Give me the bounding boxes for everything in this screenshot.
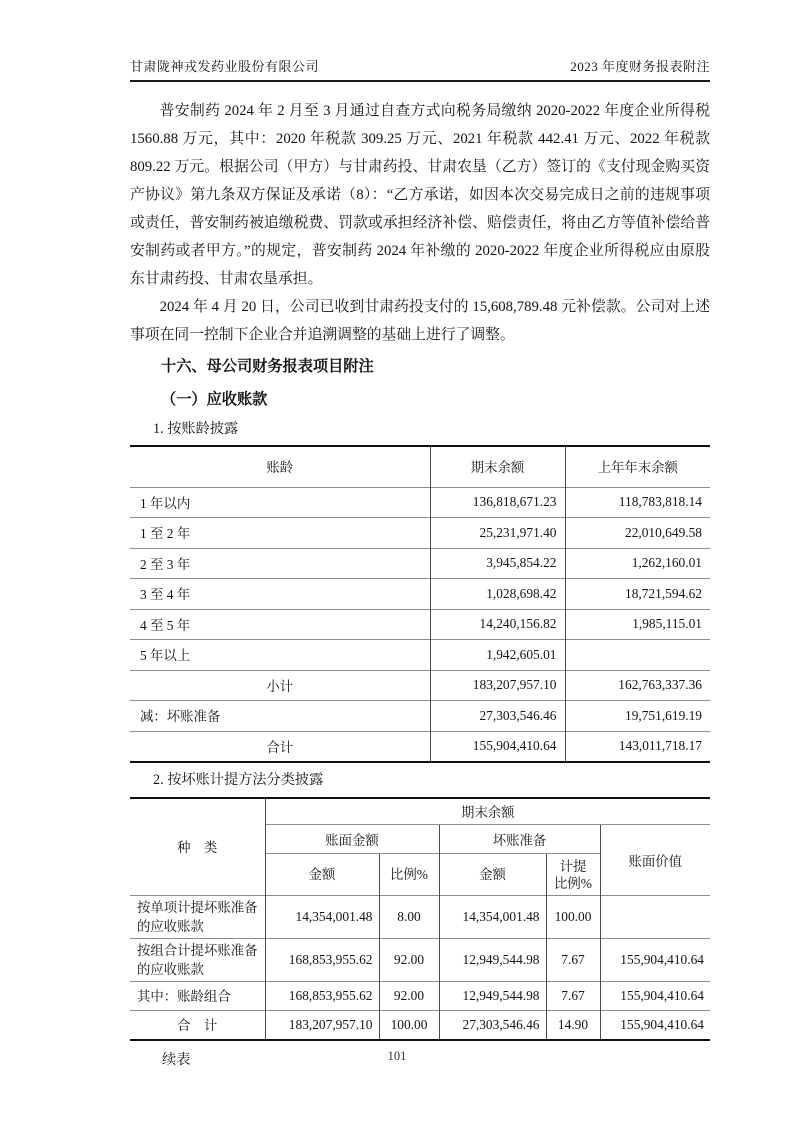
page-number: 101 bbox=[387, 1049, 407, 1063]
amount-cell: 168,853,955.62 bbox=[265, 939, 379, 982]
aging-label-cell: 1 年以内 bbox=[130, 487, 430, 518]
amount-cell: 14,354,001.48 bbox=[265, 896, 379, 939]
amount-cell: 143,011,718.17 bbox=[565, 731, 710, 762]
aging-label-cell: 1 至 2 年 bbox=[130, 518, 430, 549]
book-value-cell: 155,904,410.64 bbox=[600, 1011, 710, 1040]
table-row bbox=[130, 518, 710, 549]
amount-cell: 3,945,854.22 bbox=[430, 548, 565, 579]
category-cell: 其中：账龄组合 bbox=[130, 982, 265, 1011]
column-header-book-value: 账面价值 bbox=[600, 825, 710, 896]
bad-debt-amount-cell: 12,949,544.98 bbox=[439, 982, 546, 1011]
column-header-amount: 金额 bbox=[265, 854, 379, 896]
ratio-cell: 92.00 bbox=[379, 939, 439, 982]
table-row-subtotal bbox=[130, 670, 710, 701]
amount-cell: 155,904,410.64 bbox=[430, 731, 565, 762]
column-header-aging: 账龄 bbox=[266, 460, 294, 476]
amount-cell: 19,751,619.19 bbox=[565, 701, 710, 732]
column-header-book-amount: 账面金额 bbox=[265, 825, 439, 854]
amount-cell: 18,721,594.62 bbox=[565, 579, 710, 610]
provision-ratio-cell: 7.67 bbox=[546, 982, 600, 1011]
book-value-cell: 155,904,410.64 bbox=[600, 982, 710, 1011]
amount-cell: 162,763,337.36 bbox=[565, 670, 710, 701]
amount-cell bbox=[565, 640, 710, 671]
bad-debt-amount-cell: 27,303,546.46 bbox=[439, 1011, 546, 1040]
amount-cell: 1,028,698.42 bbox=[430, 579, 565, 610]
category-cell: 按单项计提坏账准备的应收账款 bbox=[130, 896, 265, 939]
amount-cell: 14,240,156.82 bbox=[430, 609, 565, 640]
category-cell: 按组合计提坏账准备的应收账款 bbox=[130, 939, 265, 982]
list-item-aging-disclosure: 1. 按账龄披露 bbox=[153, 421, 239, 437]
ratio-cell: 92.00 bbox=[379, 982, 439, 1011]
bad-debt-amount-cell: 12,949,544.98 bbox=[439, 939, 546, 982]
table-row-individual-provision bbox=[130, 896, 710, 939]
table-row-aging-portfolio bbox=[130, 982, 710, 1011]
subtotal-label-cell: 小计 bbox=[130, 670, 430, 701]
total-label-cell: 合计 bbox=[130, 731, 430, 762]
continued-table-note: 续表 bbox=[162, 1051, 191, 1068]
column-header-ratio: 比例% bbox=[379, 854, 439, 896]
provision-table bbox=[130, 797, 710, 1041]
amount-cell: 168,853,955.62 bbox=[265, 982, 379, 1011]
table-row bbox=[130, 609, 710, 640]
bad-debt-label-cell: 减：坏账准备 bbox=[130, 701, 430, 732]
column-header-ending-balance: 期末余额 bbox=[430, 446, 565, 487]
table-row-total bbox=[130, 1011, 710, 1040]
column-header-prior-year-balance: 上年年末余额 bbox=[565, 446, 710, 487]
amount-cell: 27,303,546.46 bbox=[430, 701, 565, 732]
column-header-category: 种 类 bbox=[130, 798, 265, 896]
amount-cell: 1,942,605.01 bbox=[430, 640, 565, 671]
book-value-cell bbox=[600, 896, 710, 939]
column-header-amount-2: 金额 bbox=[439, 854, 546, 896]
page-header bbox=[130, 56, 710, 82]
amount-cell: 1,985,115.01 bbox=[565, 609, 710, 640]
list-item-provision-method: 2. 按坏账计提方法分类披露 bbox=[153, 771, 324, 788]
company-name: 甘肃陇神戎发药业股份有限公司 bbox=[130, 59, 320, 74]
amount-cell: 22,010,649.58 bbox=[565, 518, 710, 549]
provision-ratio-cell: 100.00 bbox=[546, 896, 600, 939]
provision-ratio-line-1: 计提 bbox=[559, 858, 587, 874]
table-row bbox=[130, 640, 710, 671]
subsection-heading: （一）应收账款 bbox=[161, 391, 268, 408]
ratio-cell: 100.00 bbox=[379, 1011, 439, 1040]
table-row-bad-debt bbox=[130, 701, 710, 732]
amount-cell: 136,818,671.23 bbox=[430, 487, 565, 518]
section-heading: 十六、母公司财务报表项目附注 bbox=[161, 358, 374, 375]
provision-ratio-line-2: 比例% bbox=[554, 875, 592, 891]
table-row bbox=[130, 548, 710, 579]
aging-table-header-row bbox=[130, 446, 710, 487]
doc-title: 2023 年度财务报表附注 bbox=[570, 59, 710, 74]
aging-label-cell: 5 年以上 bbox=[130, 640, 430, 671]
amount-cell: 1,262,160.01 bbox=[565, 548, 710, 579]
provision-ratio-cell: 7.67 bbox=[546, 939, 600, 982]
amount-cell: 183,207,957.10 bbox=[265, 1011, 379, 1040]
provision-ratio-cell: 14.90 bbox=[546, 1011, 600, 1040]
column-header-ending-balance: 期末余额 bbox=[460, 804, 515, 820]
book-value-cell: 155,904,410.64 bbox=[600, 939, 710, 982]
aging-label-cell: 2 至 3 年 bbox=[130, 548, 430, 579]
aging-label-cell: 3 至 4 年 bbox=[130, 579, 430, 610]
aging-table bbox=[130, 445, 710, 763]
column-header-provision-ratio bbox=[546, 854, 600, 896]
total-label-cell: 合 计 bbox=[130, 1011, 265, 1040]
column-header-bad-debt-provision: 坏账准备 bbox=[439, 825, 600, 854]
amount-cell: 183,207,957.10 bbox=[430, 670, 565, 701]
table-row-total bbox=[130, 731, 710, 762]
paragraph-compensation: 2024 年 4 月 20 日，公司已收到甘肃药投支付的 15,608,789.48 元补偿款。公司对上述事项在同一控制下企业合并追溯调整的基础上进行了调整。 bbox=[130, 299, 710, 343]
amount-cell: 118,783,818.14 bbox=[565, 487, 710, 518]
ratio-cell: 8.00 bbox=[379, 896, 439, 939]
provision-header-row-1 bbox=[130, 798, 710, 825]
table-row-portfolio-provision bbox=[130, 939, 710, 982]
bad-debt-amount-cell: 14,354,001.48 bbox=[439, 896, 546, 939]
amount-cell: 25,231,971.40 bbox=[430, 518, 565, 549]
aging-label-cell: 4 至 5 年 bbox=[130, 609, 430, 640]
table-row bbox=[130, 487, 710, 518]
table-row bbox=[130, 579, 710, 610]
paragraph-tax-payment: 普安制药 2024 年 2 月至 3 月通过自查方式向税务局缴纳 2020-2022 年度企业所得税 1560.88 万元，其中：2020 年税款 309.25 万元、2021 年税款 442.41 万元、2022 年税款 809.22 万元。根据公司（甲方）与甘肃药投、甘肃农垦（乙方）签订的《支付现金购买资产协议》第九条双方保证及承诺（8）：“乙方承诺，如因本次交易完成日之前的违规事项或责任，普安制药被追缴税费、罚款或承担经济补偿、赔偿责任，将由乙方等值补偿给普安制药或者甲方。”的规定，普安制药 2024 年补缴的 2020-2022 年度企业所得税应由原股东甘肃药投、甘肃农垦承担。 bbox=[130, 103, 710, 287]
